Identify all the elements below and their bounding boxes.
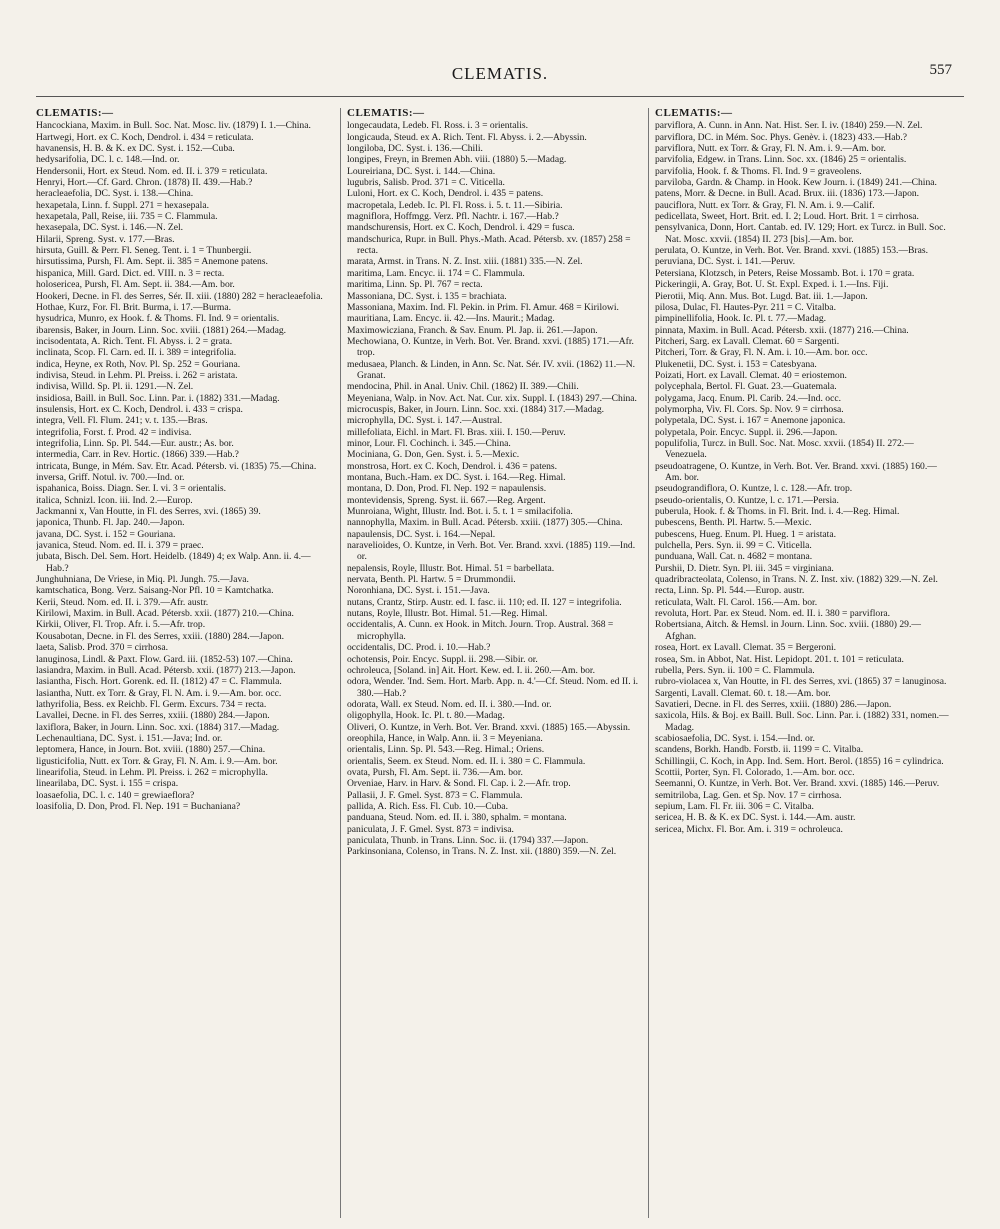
column-2 <box>340 108 641 1218</box>
index-entry: japonica, Thunb. Fl. Jap. 240.—Japon. <box>36 517 185 529</box>
index-entry: perulata, O. Kuntze, in Verh. Bot. Ver. Brand. xxvi. (1885) 153.—Bras. <box>655 245 929 257</box>
index-entry: lasiantha, Nutt. ex Torr. & Gray, Fl. N. Am. i. 9.—Am. bor. occ. <box>36 687 282 699</box>
index-entry: Hancockiana, Maxim. in Bull. Soc. Nat. Mosc. liv. (1879) I. 1.—China. <box>36 120 311 132</box>
index-entry: semitriloba, Lag. Gen. et Sp. Nov. 17 = cirrhosa. <box>655 789 842 801</box>
index-entry: loasifolia, D. Don, Prod. Fl. Nep. 191 = Buchaniana? <box>36 800 241 812</box>
index-entry: lanuginosa, Lindl. & Paxt. Flow. Gard. iii. (1852-53) 107.—China. <box>36 653 293 665</box>
index-entry: pauciflora, Nutt. ex Torr. & Gray, Fl. N. Am. i. 9.—Calif. <box>655 199 875 211</box>
index-entry: Scottii, Porter, Syn. Fl. Colorado, 1.—Am. bor. occ. <box>655 766 855 778</box>
index-entry: ispahanica, Boiss. Diagn. Ser. I. vi. 3 = orientalis. <box>36 483 227 495</box>
column-3 <box>648 108 949 1218</box>
index-entry: reticulata, Walt. Fl. Carol. 156.—Am. bor. <box>655 596 818 608</box>
index-entry: Loureiriana, DC. Syst. i. 144.—China. <box>347 165 496 177</box>
index-entry: saxicola, Hils. & Boj. ex Baill. Bull. Soc. Linn. Par. i. (1882) 331, nomen.—Madag. <box>655 710 949 733</box>
index-entry: lathyrifolia, Bess. ex Reichb. Fl. Germ. Excurs. 734 = recta. <box>36 698 267 710</box>
index-entry: hysudrica, Munro, ex Hook. f. & Thoms. Fl. Ind. 9 = orientalis. <box>36 313 280 325</box>
index-entry: nutans, Royle, Illustr. Bot. Himal. 51.—Reg. Himal. <box>347 608 548 620</box>
index-entry: Hilarii, Spreng. Syst. v. 177.—Bras. <box>36 233 175 245</box>
index-entry: polypetala, Poir. Encyc. Suppl. ii. 296.—Japon. <box>655 426 838 438</box>
index-entry: havanensis, H. B. & K. ex DC. Syst. i. 152.—Cuba. <box>36 143 235 155</box>
index-entry: pseudograndiflora, O. Kuntze, l. c. 128.—Afr. trop. <box>655 483 853 495</box>
index-entry: Kirilowi, Maxim. in Bull. Acad. Pétersb. xxii. (1877) 210.—China. <box>36 608 294 620</box>
index-entry: inversa, Griff. Notul. iv. 700.—Ind. or. <box>36 472 185 483</box>
index-entry: sericea, H. B. & K. ex DC. Syst. i. 144.—Am. austr. <box>655 812 856 824</box>
index-entry: montana, Buch.-Ham. ex DC. Syst. i. 164.—Reg. Himal. <box>347 472 566 483</box>
index-entry: hirsuta, Guill. & Perr. Fl. Seneg. Tent. i. 1 = Thunbergii. <box>36 245 252 257</box>
index-entry: Pickeringii, A. Gray, Bot. U. St. Expl. Exped. i. 1.—Ins. Fiji. <box>655 279 889 291</box>
index-entry: macropetala, Ledeb. Ic. Pl. Fl. Ross. i. 5. t. 11.—Sibiria. <box>347 199 563 211</box>
index-entry: integrifolia, Linn. Sp. Pl. 544.—Eur. austr.; As. bor. <box>36 437 234 449</box>
index-entry: orientalis, Seem. ex Steud. Nom. ed. II. i. 380 = C. Flammula. <box>347 755 586 767</box>
index-entry: Mociniana, G. Don, Gen. Syst. i. 5.—Mexic. <box>347 449 520 461</box>
index-entry: Maximowicziana, Franch. & Sav. Enum. Pl. Jap. ii. 261.—Japon. <box>347 324 598 336</box>
index-entry: hexapetala, Pall, Reise, iii. 735 = C. Flammula. <box>36 211 218 223</box>
index-entry: hedysarifolia, DC. l. c. 148.—Ind. or. <box>36 154 180 166</box>
index-entry: Pierotii, Miq. Ann. Mus. Bot. Lugd. Bat. iii. 1.—Japon. <box>655 290 868 302</box>
index-entry: pimpinellifolia, Hook. Ic. Pl. t. 77.—Madag. <box>655 313 827 325</box>
index-entry: Robertsiana, Aitch. & Hemsl. in Journ. Linn. Soc. xviii. (1880) 29.—Afghan. <box>655 619 921 642</box>
header-rule <box>36 96 964 97</box>
index-entry: microphylla, DC. Syst. i. 147.—Austral. <box>347 415 503 427</box>
index-entry: Lechenaultiana, DC. Syst. i. 151.—Java; Ind. or. <box>36 732 223 744</box>
index-entry: maritima, Lam. Encyc. ii. 174 = C. Flammula. <box>347 267 525 279</box>
index-entry: occidentalis, DC. Prod. i. 10.—Hab.? <box>347 642 491 654</box>
index-entry: nervata, Benth. Pl. Hartw. 5 = Drummondii. <box>347 574 516 586</box>
index-entry: Henryi, Hort.—Cf. Gard. Chron. (1878) II. 439.—Hab.? <box>36 177 253 189</box>
index-entry: Munroiana, Wight, Illustr. Ind. Bot. i. 5. t. 1 = smilacifolia. <box>347 506 573 518</box>
index-entry: longicauda, Steud. ex A. Rich. Tent. Fl. Abyss. i. 2.—Abyssin. <box>347 131 587 143</box>
index-entry: Hothae, Kurz, For. Fl. Brit. Burma, i. 17.—Burma. <box>36 301 232 313</box>
index-entry: orientalis, Linn. Sp. Pl. 543.—Reg. Himal.; Oriens. <box>347 744 545 756</box>
index-entry: paniculata, Thunb. in Trans. Linn. Soc. ii. (1794) 337.—Japon. <box>347 835 589 846</box>
index-entry: maritima, Linn. Sp. Pl. 767 = recta. <box>347 279 483 291</box>
index-entry: Petersiana, Klotzsch, in Peters, Reise Mossamb. Bot. i. 170 = grata. <box>655 267 915 279</box>
index-entry: napaulensis, DC. Syst. i. 164.—Nepal. <box>347 528 496 540</box>
index-entry: parviloba, Gardn. & Champ. in Hook. Kew Journ. i. (1849) 241.—China. <box>655 177 937 189</box>
index-entry: polygama, Jacq. Enum. Pl. Carib. 24.—Ind. occ. <box>655 392 841 404</box>
index-entry: hirsutissima, Pursh, Fl. Am. Sept. ii. 385 = Anemone patens. <box>36 256 268 268</box>
index-entry: pseudo-orientalis, O. Kuntze, l. c. 171.—Persia. <box>655 494 839 506</box>
index-entry: holosericea, Pursh, Fl. Am. Sept. ii. 384.—Am. bor. <box>36 279 235 291</box>
index-entry: Massoniana, Maxim. Ind. Fl. Pekin. in Prim. Fl. Amur. 468 = Kirilowi. <box>347 301 619 313</box>
index-entry: medusaea, Planch. & Linden, in Ann. Sc. Nat. Sér. IV. xvii. (1862) 11.—N. Granat. <box>347 358 636 381</box>
index-entry: occidentalis, A. Cunn. ex Hook. in Mitch. Journ. Trop. Austral. 368 = microphylla. <box>347 619 614 642</box>
index-entry: rubella, Pers. Syn. ii. 100 = C. Flammula. <box>655 664 815 676</box>
index-entry: Hendersonii, Hort. ex Steud. Nom. ed. II. i. 379 = reticulata. <box>36 165 268 177</box>
index-entry: indica, Heyne, ex Roth, Nov. Pl. Sp. 252 = Gouriana. <box>36 358 241 370</box>
index-entry: peruviana, DC. Syst. i. 141.—Peruv. <box>655 256 796 268</box>
index-entry: lugubris, Salisb. Prod. 371 = C. Viticella. <box>347 177 505 189</box>
index-entry: integra, Vell. Fl. Flum. 241; v. t. 135.—Bras. <box>36 415 208 427</box>
index-entry: ochotensis, Poir. Encyc. Suppl. ii. 298.—Sibir. or. <box>347 653 538 665</box>
index-entry: hexasepala, DC. Syst. i. 146.—N. Zel. <box>36 222 184 234</box>
index-entry: Pitcheri, Sarg. ex Lavall. Clemat. 60 = Sargenti. <box>655 335 840 347</box>
index-entry: laeta, Salisb. Prod. 370 = cirrhosa. <box>36 642 168 654</box>
index-entry: Noronhiana, DC. Syst. i. 151.—Java. <box>347 585 490 597</box>
index-entry: integrifolia, Forst. f. Prod. 42 = indivisa. <box>36 426 192 438</box>
index-entry: nepalensis, Royle, Illustr. Bot. Himal. 51 = barbellata. <box>347 562 555 574</box>
index-entry: scandens, Borkh. Handb. Forstb. ii. 1199 = C. Vitalba. <box>655 744 864 756</box>
index-entry: magniflora, Hoffmgg. Verz. Pfl. Nachtr. i. 167.—Hab.? <box>347 211 559 223</box>
index-entry: millefoliata, Eichl. in Mart. Fl. Bras. xiii. I. 150.—Peruv. <box>347 426 566 438</box>
index-entry: pinnata, Maxim. in Bull. Acad. Pétersb. xxii. (1877) 216.—China. <box>655 324 909 336</box>
index-entry: intricata, Bunge, in Mém. Sav. Etr. Acad. Pétersb. vi. (1835) 75.—China. <box>36 460 317 472</box>
index-entry: populifolia, Turcz. in Bull. Soc. Nat. Mosc. xxvii. (1854) II. 272.—Venezuela. <box>655 437 914 461</box>
index-entry: javanica, Steud. Nom. ed. II. i. 379 = praec. <box>36 540 204 552</box>
index-entry: Purshii, D. Dietr. Syn. Pl. iii. 345 = virginiana. <box>655 562 834 574</box>
index-entry: javana, DC. Syst. i. 152 = Gouriana. <box>36 528 176 540</box>
index-entry: monstrosa, Hort. ex C. Koch, Dendrol. i. 436 = patens. <box>347 460 558 472</box>
index-entry: parviflora, Nutt. ex Torr. & Gray, Fl. N. Am. i. 9.—Am. bor. <box>655 143 886 155</box>
index-entry: jubata, Bisch. Del. Sem. Hort. Heidelb. (1849) 4; ex Walp. Ann. ii. 4.—Hab.? <box>36 551 311 574</box>
index-entry: indivisa, Willd. Sp. Pl. ii. 1291.—N. Zel. <box>36 381 194 393</box>
index-entry: panduana, Steud. Nom. ed. II. i. 380, sphalm. = montana. <box>347 812 567 824</box>
index-entry: loasaefolia, DC. l. c. 140 = grewiaeflora? <box>36 789 195 801</box>
index-entry: lasiantha, Fisch. Hort. Gorenk. ed. II. (1812) 47 = C. Flammula. <box>36 676 282 688</box>
index-entry: polypetala, DC. Syst. i. 167 = Anemone japonica. <box>655 415 846 427</box>
index-entry: incisodentata, A. Rich. Tent. Fl. Abyss. i. 2 = grata. <box>36 335 233 347</box>
index-entry: ibarensis, Baker, in Journ. Linn. Soc. xviii. (1881) 264.—Madag. <box>36 324 287 336</box>
index-entry: Orveniae, Harv. in Harv. & Sond. Fl. Cap. i. 2.—Afr. trop. <box>347 778 571 790</box>
index-entry: polymorpha, Viv. Fl. Cors. Sp. Nov. 9 = cirrhosa. <box>655 403 844 415</box>
index-entry: Kerii, Steud. Nom. ed. II. i. 379.—Afr. austr. <box>36 596 209 608</box>
index-entry: insidiosa, Baill. in Bull. Soc. Linn. Par. i. (1882) 331.—Madag. <box>36 392 280 404</box>
index-entry: Poizati, Hort. ex Lavall. Clemat. 40 = eriostemon. <box>655 369 847 381</box>
index-entry: Kousabotan, Decne. in Fl. des Serres, xxiii. (1880) 284.—Japon. <box>36 630 285 642</box>
column-heading: CLEMATIS:— <box>347 108 425 119</box>
index-entry: parviflora, DC. in Mém. Soc. Phys. Genèv. i. (1823) 433.—Hab.? <box>655 131 907 143</box>
index-entry: lasiandra, Maxim. in Bull. Acad. Pétersb. xxii. (1877) 213.—Japon. <box>36 664 296 676</box>
index-entry: naravelioides, O. Kuntze, in Verh. Bot. Ver. Brand. xxvi. (1885) 119.—Ind. or. <box>347 540 636 563</box>
index-entry: pulchella, Pers. Syn. ii. 99 = C. Viticella. <box>655 540 812 552</box>
index-entry: Luloni, Hort. ex C. Koch, Dendrol. i. 435 = patens. <box>347 188 544 200</box>
index-entry: Massoniana, DC. Syst. i. 135 = brachiata. <box>347 290 507 302</box>
index-entry: quadribracteolata, Colenso, in Trans. N. Z. Inst. xiv. (1882) 329.—N. Zel. <box>655 574 938 586</box>
index-entry: intermedia, Carr. in Rev. Hortic. (1866) 339.—Hab.? <box>36 449 239 461</box>
index-entry: rosea, Hort. ex Lavall. Clemat. 35 = Bergeroni. <box>655 642 837 654</box>
index-entry: longiloba, DC. Syst. i. 136.—Chili. <box>347 143 483 155</box>
index-entry: parvifolia, Hook. f. & Thoms. Fl. Ind. 9 = graveolens. <box>655 165 862 177</box>
index-entry: scabiosaefolia, DC. Syst. i. 154.—Ind. or. <box>655 732 815 744</box>
index-entry: mendocina, Phil. in Anal. Univ. Chil. (1862) II. 389.—Chili. <box>347 381 579 393</box>
index-entry: pensylvanica, Donn, Hort. Cantab. ed. IV. 129; Hort. ex Turcz. in Bull. Soc. Nat. Mosc. xxvii. (1854) II. 273 [bis].—Am. bor. <box>655 222 946 245</box>
index-entry: oreophila, Hance, in Walp. Ann. ii. 3 = Meyeniana. <box>347 732 543 744</box>
index-entry: pubescens, Benth. Pl. Hartw. 5.—Mexic. <box>655 517 812 529</box>
index-entry: ovata, Pursh, Fl. Am. Sept. ii. 736.—Am. bor. <box>347 766 523 778</box>
index-entry: Savatieri, Decne. in Fl. des Serres, xxiii. (1880) 286.—Japon. <box>655 698 892 710</box>
index-entry: Plukenetii, DC. Syst. i. 153 = Catesbyana. <box>655 358 817 370</box>
index-entry: rosea, Sm. in Abbot, Nat. Hist. Lepidopt. 201. t. 101 = reticulata. <box>655 653 904 665</box>
index-entry: parviflora, A. Cunn. in Ann. Nat. Hist. Ser. I. iv. (1840) 259.—N. Zel. <box>655 120 923 132</box>
index-entry: kamtschatica, Bong. Verz. Saisang-Nor Pfl. 10 = Kamtchatka. <box>36 585 274 597</box>
column-heading: CLEMATIS:— <box>36 108 114 119</box>
index-entry: rubro-violacea x, Van Houtte, in Fl. des Serres, xvi. (1865) 37 = lanuginosa. <box>655 676 947 688</box>
page-number: 557 <box>929 62 952 78</box>
index-entry: Seemanni, O. Kuntze, in Verh. Bot. Ver. Brand. xxvi. (1885) 146.—Peruv. <box>655 778 940 790</box>
index-entry: inclinata, Scop. Fl. Carn. ed. II. i. 389 = integrifolia. <box>36 347 237 359</box>
index-entry: Lavallei, Decne. in Fl. des Serres, xxiii. (1880) 284.—Japon. <box>36 710 270 722</box>
index-entry: punduana, Wall. Cat. n. 4682 = montana. <box>655 551 813 563</box>
index-entry: sericea, Michx. Fl. Bor. Am. i. 319 = ochroleuca. <box>655 823 843 835</box>
index-entry: montevidensis, Spreng. Syst. ii. 667.—Reg. Argent. <box>347 494 546 506</box>
running-title: CLEMATIS. <box>451 64 549 83</box>
index-entry: ochroleuca, [Soland. in] Ait. Hort. Kew. ed. I. ii. 260.—Am. bor. <box>347 664 595 676</box>
index-entry: Hartwegi, Hort. ex C. Koch, Dendrol. i. 434 = reticulata. <box>36 131 254 143</box>
index-entry: sepium, Lam. Fl. Fr. iii. 306 = C. Vitalba. <box>655 800 814 812</box>
index-entry: minor, Lour. Fl. Cochinch. i. 345.—China. <box>347 437 511 449</box>
index-entry: linearifolia, Steud. in Lehm. Pl. Preiss. i. 262 = microphylla. <box>36 766 268 778</box>
index-entry: puberula, Hook. f. & Thoms. in Fl. Brit. Ind. i. 4.—Reg. Himal. <box>655 506 900 518</box>
index-entry: Jackmanni x, Van Houtte, in Fl. des Serres, xvi. (1865) 39. <box>36 506 261 518</box>
index-entry: indivisa, Steud. in Lehm. Pl. Preiss. i. 262 = aristata. <box>36 369 238 381</box>
index-entry: Meyeniana, Walp. in Nov. Act. Nat. Cur. xix. Suppl. I. (1843) 297.—China. <box>347 392 637 404</box>
index-entry: pubescens, Hueg. Enum. Pl. Hueg. 1 = aristata. <box>655 528 836 540</box>
index-entry: Junghuhniana, De Vriese, in Miq. Pl. Jungh. 75.—Java. <box>36 574 249 586</box>
index-entry: linearilaba, DC. Syst. i. 155 = crispa. <box>36 778 179 790</box>
index-entry: Sargenti, Lavall. Clemat. 60. t. 18.—Am. bor. <box>655 687 831 699</box>
index-entry: polycephala, Bertol. Fl. Guat. 23.—Guatemala. <box>655 381 837 393</box>
index-entry: Parkinsoniana, Colenso, in Trans. N. Z. Inst. xii. (1880) 359.—N. Zel. <box>347 846 617 858</box>
index-entry: Pitcheri, Torr. & Gray, Fl. N. Am. i. 10.—Am. bor. occ. <box>655 347 868 359</box>
index-entry: montana, D. Don, Prod. Fl. Nep. 192 = napaulensis. <box>347 483 547 495</box>
index-entry: leptomera, Hance, in Journ. Bot. xviii. (1880) 257.—China. <box>36 744 266 756</box>
index-entry: Oliveri, O. Kuntze, in Verh. Bot. Ver. Brand. xxvi. (1885) 165.—Abyssin. <box>347 721 631 733</box>
index-entry: pilosa, Dulac, Fl. Hautes-Pyr. 211 = C. Vitalba. <box>655 301 836 313</box>
index-entry: longipes, Freyn, in Bremen Abh. viii. (1880) 5.—Madag. <box>347 154 567 166</box>
index-entry: insulensis, Hort. ex C. Koch, Dendrol. i. 433 = crispa. <box>36 403 243 415</box>
index-entry: Schillingii, C. Koch, in App. Ind. Sem. Hort. Berol. (1855) 16 = cylindrica. <box>655 755 944 767</box>
index-entry: pseudoatragene, O. Kuntze, in Verh. Bot. Ver. Brand. xxvi. (1885) 160.—Am. bor. <box>655 460 937 483</box>
index-entry: marata, Armst. in Trans. N. Z. Inst. xiii. (1881) 335.—N. Zel. <box>347 256 583 268</box>
index-entry: oligophylla, Hook. Ic. Pl. t. 80.—Madag. <box>347 710 505 722</box>
index-entry: revoluta, Hort. Par. ex Steud. Nom. ed. II. i. 380 = parviflora. <box>655 608 891 620</box>
index-entry: ligusticifolia, Nutt. ex Torr. & Gray, Fl. N. Am. i. 9.—Am. bor. <box>36 755 278 767</box>
index-entry: nannophylla, Maxim. in Bull. Acad. Pétersb. xxiii. (1877) 305.—China. <box>347 517 623 529</box>
index-entry: Hookeri, Decne. in Fl. des Serres, Sér. II. xiii. (1880) 282 = heracleaefolia. <box>36 290 323 302</box>
index-entry: recta, Linn. Sp. Pl. 544.—Europ. austr. <box>655 585 805 597</box>
index-entry: italica, Schnizl. Icon. iii. Ind. 2.—Europ. <box>36 494 193 506</box>
index-entry: heracleaefolia, DC. Syst. i. 138.—China. <box>36 188 194 200</box>
index-entry: paniculata, J. F. Gmel. Syst. 873 = indivisa. <box>347 823 514 835</box>
index-entry: laxiflora, Baker, in Journ. Linn. Soc. xxi. (1884) 317.—Madag. <box>36 721 280 733</box>
column-heading: CLEMATIS:— <box>655 108 733 119</box>
index-entry: longecaudata, Ledeb. Fl. Ross. i. 3 = orientalis. <box>347 120 528 132</box>
index-entry: odora, Wender. 'Ind. Sem. Hort. Marb. App. n. 4.'—Cf. Steud. Nom. ed II. i. 380.—Hab.? <box>347 676 639 699</box>
index-entry: Mechowiana, O. Kuntze, in Verh. Bot. Ver. Brand. xxvi. (1885) 171.—Afr. trop. <box>347 335 634 359</box>
index-entry: mandschurica, Rupr. in Bull. Phys.-Math. Acad. Pétersb. xv. (1857) 258 = recta. <box>347 233 631 257</box>
column-1 <box>36 108 332 1218</box>
index-entry: pallida, A. Rich. Ess. Fl. Cub. 10.—Cuba. <box>347 800 508 812</box>
index-entry: microcuspis, Baker, in Journ. Linn. Soc. xxi. (1884) 317.—Madag. <box>347 403 605 415</box>
index-entry: mauritiana, Lam. Encyc. ii. 42.—Ins. Maurit.; Madag. <box>347 313 555 325</box>
index-entry: odorata, Wall. ex Steud. Nom. ed. II. i. 380.—Ind. or. <box>347 698 552 710</box>
index-entry: Kirkii, Oliver, Fl. Trop. Afr. i. 5.—Afr. trop. <box>36 619 206 631</box>
index-entry: mandschurensis, Hort. ex C. Koch, Dendrol. i. 429 = fusca. <box>347 222 575 234</box>
index-entry: Pallasii, J. F. Gmel. Syst. 873 = C. Flammula. <box>347 789 523 801</box>
index-entry: hexapetala, Linn. f. Suppl. 271 = hexasepala. <box>36 199 209 211</box>
index-entry: pedicellata, Sweet, Hort. Brit. ed. I. 2; Loud. Hort. Brit. 1 = cirrhosa. <box>655 211 919 223</box>
index-entry: patens, Morr. & Decne. in Bull. Acad. Brux. iii. (1836) 173.—Japon. <box>655 188 920 200</box>
index-entry: parvifolia, Edgew. in Trans. Linn. Soc. xx. (1846) 25 = orientalis. <box>655 154 907 166</box>
index-entry: nutans, Crantz, Stirp. Austr. ed. I. fasc. ii. 110; ed. II. 127 = integrifolia. <box>347 596 622 608</box>
index-entry: hispanica, Mill. Gard. Dict. ed. VIII. n. 3 = recta. <box>36 267 225 279</box>
